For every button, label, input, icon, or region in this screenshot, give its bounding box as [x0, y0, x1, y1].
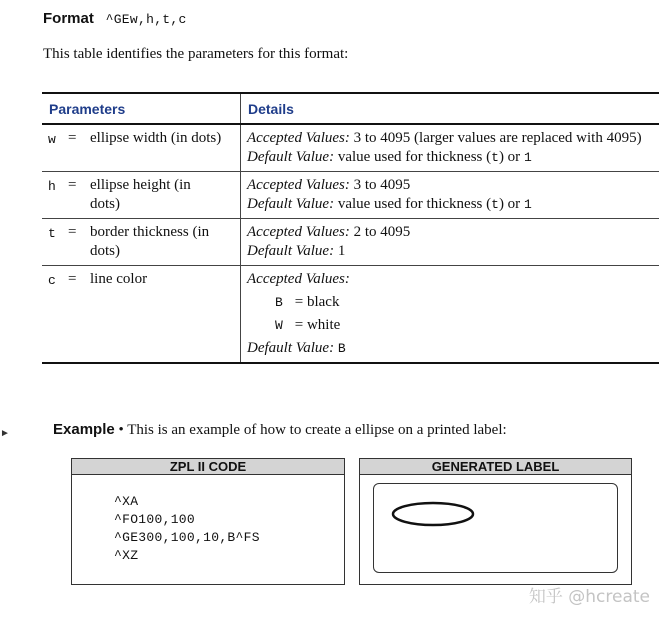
param-code: t [48, 226, 56, 241]
param-equals: = [68, 130, 77, 146]
header-parameters: Parameters [42, 93, 241, 124]
accepted-text: 3 to 4095 [353, 177, 411, 193]
code-line: ^FO100,100 [114, 512, 196, 527]
label-panel-title: GENERATED LABEL [360, 459, 631, 475]
parameters-table [42, 92, 659, 364]
default-label: Default Value: [247, 340, 335, 356]
default-code: 1 [523, 150, 532, 165]
default-value [247, 195, 654, 214]
option-label: white [306, 317, 341, 333]
default-text: ) or [498, 196, 524, 212]
ellipse-shape [393, 503, 473, 525]
label-preview [373, 483, 618, 573]
generated-label-panel [359, 458, 632, 585]
param-description-line: border thickness (in [90, 224, 210, 240]
details-cell [241, 266, 660, 364]
accepted-label: Accepted Values: [247, 177, 350, 193]
code-panel-title: ZPL II CODE [72, 459, 344, 475]
code-line: ^GE300,100,10,B^FS [114, 530, 260, 545]
default-value [247, 148, 654, 167]
table-row [42, 219, 659, 266]
default-text: 1 [337, 243, 346, 259]
param-equals: = [68, 224, 77, 240]
param-cell [42, 124, 241, 172]
margin-arrow-icon: ► [0, 428, 10, 439]
param-description [90, 176, 235, 214]
option-label: black [306, 294, 340, 310]
accepted-text: 2 to 4095 [353, 224, 411, 240]
option-code: W [275, 318, 283, 333]
default-code: t [491, 197, 499, 212]
example-line [53, 421, 507, 439]
param-cell [42, 172, 241, 219]
param-code: w [48, 132, 56, 147]
param-description-line: dots) [90, 196, 120, 212]
param-cell [42, 266, 241, 364]
table-row [42, 124, 659, 172]
intro-text: This table identifies the parameters for this format: [43, 46, 349, 62]
param-equals: = [68, 177, 77, 193]
param-description-line: ellipse height (in [90, 177, 191, 193]
option-white [247, 316, 654, 335]
accepted-label: Accepted Values: [247, 271, 350, 287]
default-label: Default Value: [247, 149, 335, 165]
default-label: Default Value: [247, 243, 335, 259]
accepted-values [247, 129, 654, 148]
option-black [247, 293, 654, 312]
header-details: Details [241, 93, 660, 124]
param-description: ellipse width (in dots) [90, 130, 222, 146]
default-code: t [491, 150, 499, 165]
default-label: Default Value: [247, 196, 335, 212]
code-line: ^XZ [114, 548, 139, 563]
param-description-line: dots) [90, 243, 120, 259]
table-row [42, 172, 659, 219]
example-label: Example [53, 421, 115, 438]
option-equals: = [294, 294, 304, 310]
details-cell [241, 172, 660, 219]
accepted-values [247, 223, 654, 242]
default-text: value used for thickness ( [337, 149, 492, 165]
example-bullet: • [118, 422, 124, 438]
default-value [247, 339, 654, 358]
accepted-label: Accepted Values: [247, 130, 350, 146]
default-text: ) or [498, 149, 524, 165]
ellipse-graphic [374, 484, 617, 572]
zpl-code-panel [71, 458, 345, 585]
details-cell [241, 124, 660, 172]
default-code: 1 [523, 197, 532, 212]
default-text: value used for thickness ( [337, 196, 492, 212]
table-header-row [42, 93, 659, 124]
param-description: line color [90, 271, 148, 287]
option-equals: = [294, 317, 304, 333]
param-equals: = [68, 271, 77, 287]
accepted-text: 3 to 4095 (larger values are replaced with 4095) [353, 130, 642, 146]
default-value [247, 242, 654, 261]
format-label: Format [43, 10, 94, 27]
details-cell [241, 219, 660, 266]
param-code: c [48, 273, 56, 288]
watermark: 知乎 @hcreate [528, 587, 650, 607]
param-cell [42, 219, 241, 266]
default-code: B [337, 341, 346, 356]
code-line: ^XA [114, 494, 139, 509]
format-code: ^GEw,h,t,c [105, 12, 187, 27]
accepted-values [247, 176, 654, 195]
table-row [42, 266, 659, 364]
example-text: This is an example of how to create a ellipse on a printed label: [127, 422, 507, 438]
code-block [114, 493, 260, 565]
param-code: h [48, 179, 56, 194]
accepted-label: Accepted Values: [247, 224, 350, 240]
param-description [90, 223, 235, 261]
format-line [43, 10, 187, 28]
option-code: B [275, 295, 283, 310]
